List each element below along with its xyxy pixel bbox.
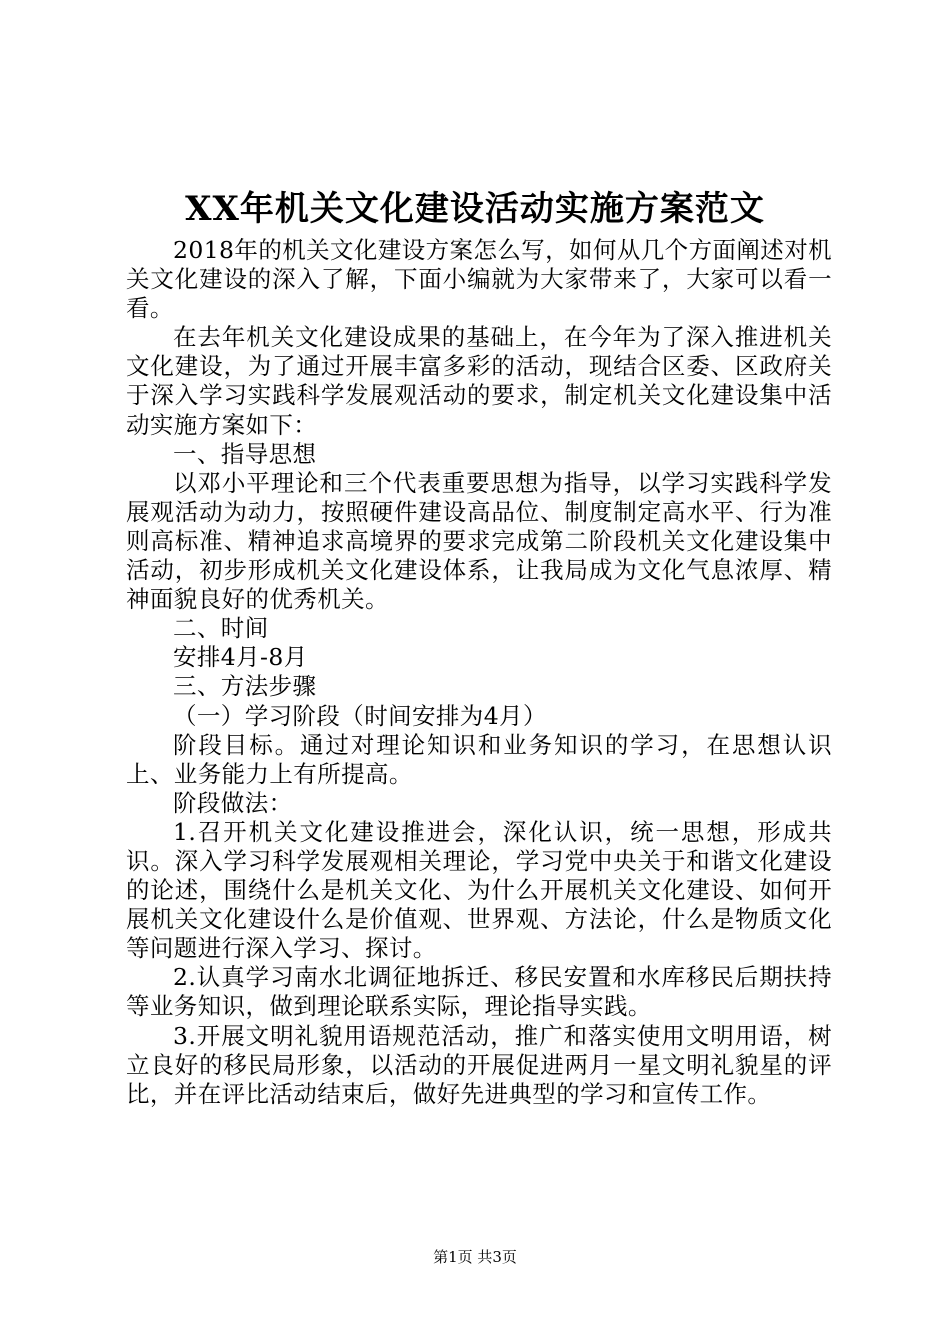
subsection-heading-study-phase: （一）学习阶段（时间安排为4月）: [173, 701, 547, 730]
list-item-1: 1.召开机关文化建设推进会，深化认识，统一思想，形成共识。深入学习科学发展观相关理论，学习党中央关于和谐文化建设的论述，围绕什么是机关文化、为什么开展机关文化建设、如何开展机关文化建设什么是价值观、世界观、方法论，什么是物质文化等问题进行深入学习、探讨。: [126, 817, 832, 963]
paragraph-phase-approach: 阶段做法：: [173, 788, 293, 817]
paragraph-intro: 2018年的机关文化建设方案怎么写，如何从几个方面阐述对机关文化建设的深入了解，下面小编就为大家带来了，大家可以看一看。: [126, 236, 832, 323]
paragraph-background: 在去年机关文化建设成果的基础上，在今年为了深入推进机关文化建设，为了通过开展丰富多彩的活动，现结合区委、区政府关于深入学习实践科学发展观活动的要求，制定机关文化建设集中活动实施方案如下：: [126, 323, 832, 439]
paragraph-phase-goal: 阶段目标。通过对理论知识和业务知识的学习，在思想认识上、业务能力上有所提高。: [126, 730, 832, 788]
paragraph-time: 安排4月-8月: [173, 643, 308, 672]
page-footer: 第1页 共3页: [433, 1248, 517, 1266]
paragraph-guiding-ideology: 以邓小平理论和三个代表重要思想为指导，以学习实践科学发展观活动为动力，按照硬件建设高品位、制度制定高水平、行为准则高标准、精神追求高境界的要求完成第二阶段机关文化建设集中活动，初步形成机关文化建设体系，让我局成为文化气息浓厚、精神面貌良好的优秀机关。: [126, 468, 832, 614]
list-item-2: 2.认真学习南水北调征地拆迁、移民安置和水库移民后期扶持等业务知识，做到理论联系实际，理论指导实践。: [126, 963, 832, 1021]
document-title: XX年机关文化建设活动实施方案范文: [185, 189, 765, 229]
section-heading-methods: 三、方法步骤: [173, 672, 317, 701]
section-heading-time: 二、时间: [173, 614, 269, 643]
document-body: [126, 236, 832, 1109]
list-item-3: 3.开展文明礼貌用语规范活动，推广和落实使用文明用语，树立良好的移民局形象，以活动的开展促进两月一星文明礼貌星的评比，并在评比活动结束后，做好先进典型的学习和宣传工作。: [126, 1021, 832, 1108]
section-heading-guiding-ideology: 一、指导思想: [173, 439, 317, 468]
